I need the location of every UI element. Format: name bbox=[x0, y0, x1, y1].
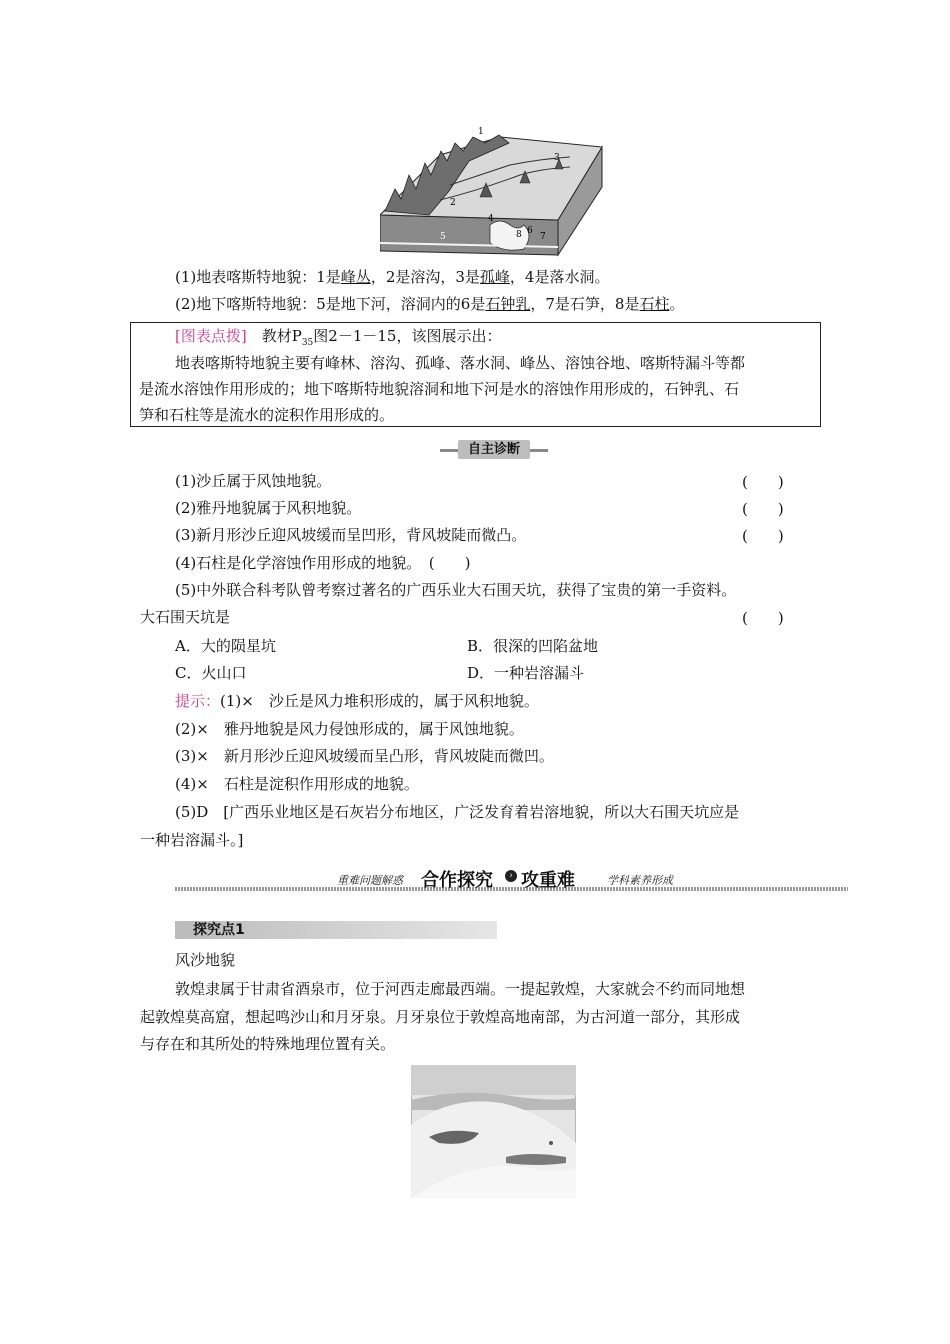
answer-blank[interactable]: ( ) bbox=[742, 527, 784, 545]
text: (2)地下喀斯特地貌：5是地下河，溶洞内的6是 bbox=[175, 295, 486, 313]
karst-block-diagram bbox=[380, 125, 612, 257]
banner-left: 重难问题解惑 bbox=[337, 874, 403, 887]
figure-label-3: 3 bbox=[554, 153, 560, 163]
question-1: (1)沙丘属于风蚀地貌。 bbox=[175, 472, 332, 490]
question-5-cont: 大石围天坑是 bbox=[140, 608, 231, 626]
section-title: 自主诊断 bbox=[467, 442, 520, 457]
option-a[interactable]: A．大的陨星坑 bbox=[175, 637, 276, 655]
answer-underlined: 石钟乳 bbox=[485, 295, 531, 313]
tip-header bbox=[175, 326, 501, 353]
answer-underlined: 石柱 bbox=[639, 295, 670, 313]
banner-main: 合作探究 bbox=[421, 870, 493, 891]
tip-ref-rest: 图2－1－15，该图展示出： bbox=[313, 327, 502, 345]
arrow-icon: › bbox=[505, 870, 517, 882]
hint-line: (4)× 石柱是淀积作用形成的地貌。 bbox=[175, 775, 419, 793]
text: ，7是石笋，8是 bbox=[530, 295, 640, 313]
explore-tag: 探究点1 bbox=[193, 922, 245, 938]
explore-point-header bbox=[175, 921, 497, 939]
self-diagnosis-header bbox=[440, 440, 548, 460]
banner-main: 攻重难 bbox=[521, 870, 575, 891]
option-d[interactable]: D．一种岩溶漏斗 bbox=[467, 664, 585, 682]
hint-text: (1)× 沙丘是风力堆积形成的，属于风积地貌。 bbox=[220, 692, 539, 710]
figure-label-8: 8 bbox=[516, 230, 522, 240]
answer-blank[interactable]: ( ) bbox=[742, 473, 784, 491]
figure-label-1: 1 bbox=[478, 127, 484, 137]
chart-tip-box bbox=[130, 322, 821, 427]
figure-label-7: 7 bbox=[540, 232, 546, 242]
tip-ref: 教材P bbox=[261, 327, 302, 345]
hint-line: (3)× 新月形沙丘迎风坡缓而呈凸形，背风坡陡而微凹。 bbox=[175, 747, 554, 765]
question-4: (4)石柱是化学溶蚀作用形成的地貌。 ( ) bbox=[175, 554, 471, 572]
figure-label-5: 5 bbox=[440, 232, 446, 242]
figure-label-6: 6 bbox=[527, 226, 533, 236]
tip-ref-page: 35 bbox=[301, 338, 314, 348]
tip-tag: [图表点拨] bbox=[175, 327, 247, 345]
option-c[interactable]: C．火山口 bbox=[175, 664, 247, 682]
section-banner bbox=[175, 866, 848, 894]
hint-line-1 bbox=[175, 691, 539, 711]
question-3: (3)新月形沙丘迎风坡缓而呈凹形，背风坡陡而微凸。 bbox=[175, 526, 527, 544]
hint-line: (5)D [广西乐业地区是石灰岩分布地区，广泛发育着岩溶地貌，所以大石围天坑应是 bbox=[175, 803, 740, 821]
figure-label-4: 4 bbox=[488, 214, 494, 224]
crescent-spring-photo bbox=[411, 1065, 576, 1198]
hint-line: (2)× 雅丹地貌是风力侵蚀形成的，属于风蚀地貌。 bbox=[175, 720, 524, 738]
karst-surface-line bbox=[175, 267, 609, 287]
option-b[interactable]: B．很深的凹陷盆地 bbox=[467, 637, 599, 655]
answer-underlined: 峰丛 bbox=[340, 268, 371, 286]
question-2: (2)雅丹地貌属于风积地貌。 bbox=[175, 499, 362, 517]
paragraph-line: 起敦煌莫高窟，想起鸣沙山和月牙泉。月牙泉位于敦煌高地南部，为古河道一部分，其形成 bbox=[140, 1008, 741, 1026]
karst-underground-line bbox=[175, 294, 684, 314]
answer-underlined: 孤峰 bbox=[479, 268, 510, 286]
paragraph-line: 与存在和其所处的特殊地理位置有关。 bbox=[140, 1035, 396, 1053]
text: (1)地表喀斯特地貌：1是 bbox=[175, 268, 341, 286]
explore-topic: 风沙地貌 bbox=[175, 951, 236, 969]
hint-label: 提示： bbox=[175, 692, 221, 710]
text: ，4是落水洞。 bbox=[509, 268, 610, 286]
banner-right: 学科素养形成 bbox=[607, 874, 673, 887]
tip-line: 地表喀斯特地貌主要有峰林、溶沟、孤峰、落水洞、峰丛、溶蚀谷地、喀斯特漏斗等都 bbox=[175, 354, 746, 372]
text: ，2是溶沟，3是 bbox=[370, 268, 480, 286]
answer-blank[interactable]: ( ) bbox=[742, 500, 784, 518]
tip-line: 是流水溶蚀作用形成的；地下喀斯特地貌溶洞和地下河是水的溶蚀作用形成的，石钟乳、石 bbox=[139, 380, 740, 398]
paragraph-line: 敦煌隶属于甘肃省酒泉市，位于河西走廊最西端。一提起敦煌，大家就会不约而同地想 bbox=[175, 980, 746, 998]
answer-blank[interactable]: ( ) bbox=[742, 609, 784, 627]
question-5: (5)中外联合科考队曾考察过著名的广西乐业大石围天坑，获得了宝贵的第一手资料。 bbox=[175, 581, 737, 599]
tip-line: 笋和石柱等是流水的淀积作用形成的。 bbox=[139, 406, 395, 424]
banner-rule bbox=[175, 887, 848, 891]
text: 。 bbox=[669, 295, 685, 313]
figure-label-2: 2 bbox=[450, 198, 456, 208]
hint-line: 一种岩溶漏斗。] bbox=[140, 831, 244, 849]
